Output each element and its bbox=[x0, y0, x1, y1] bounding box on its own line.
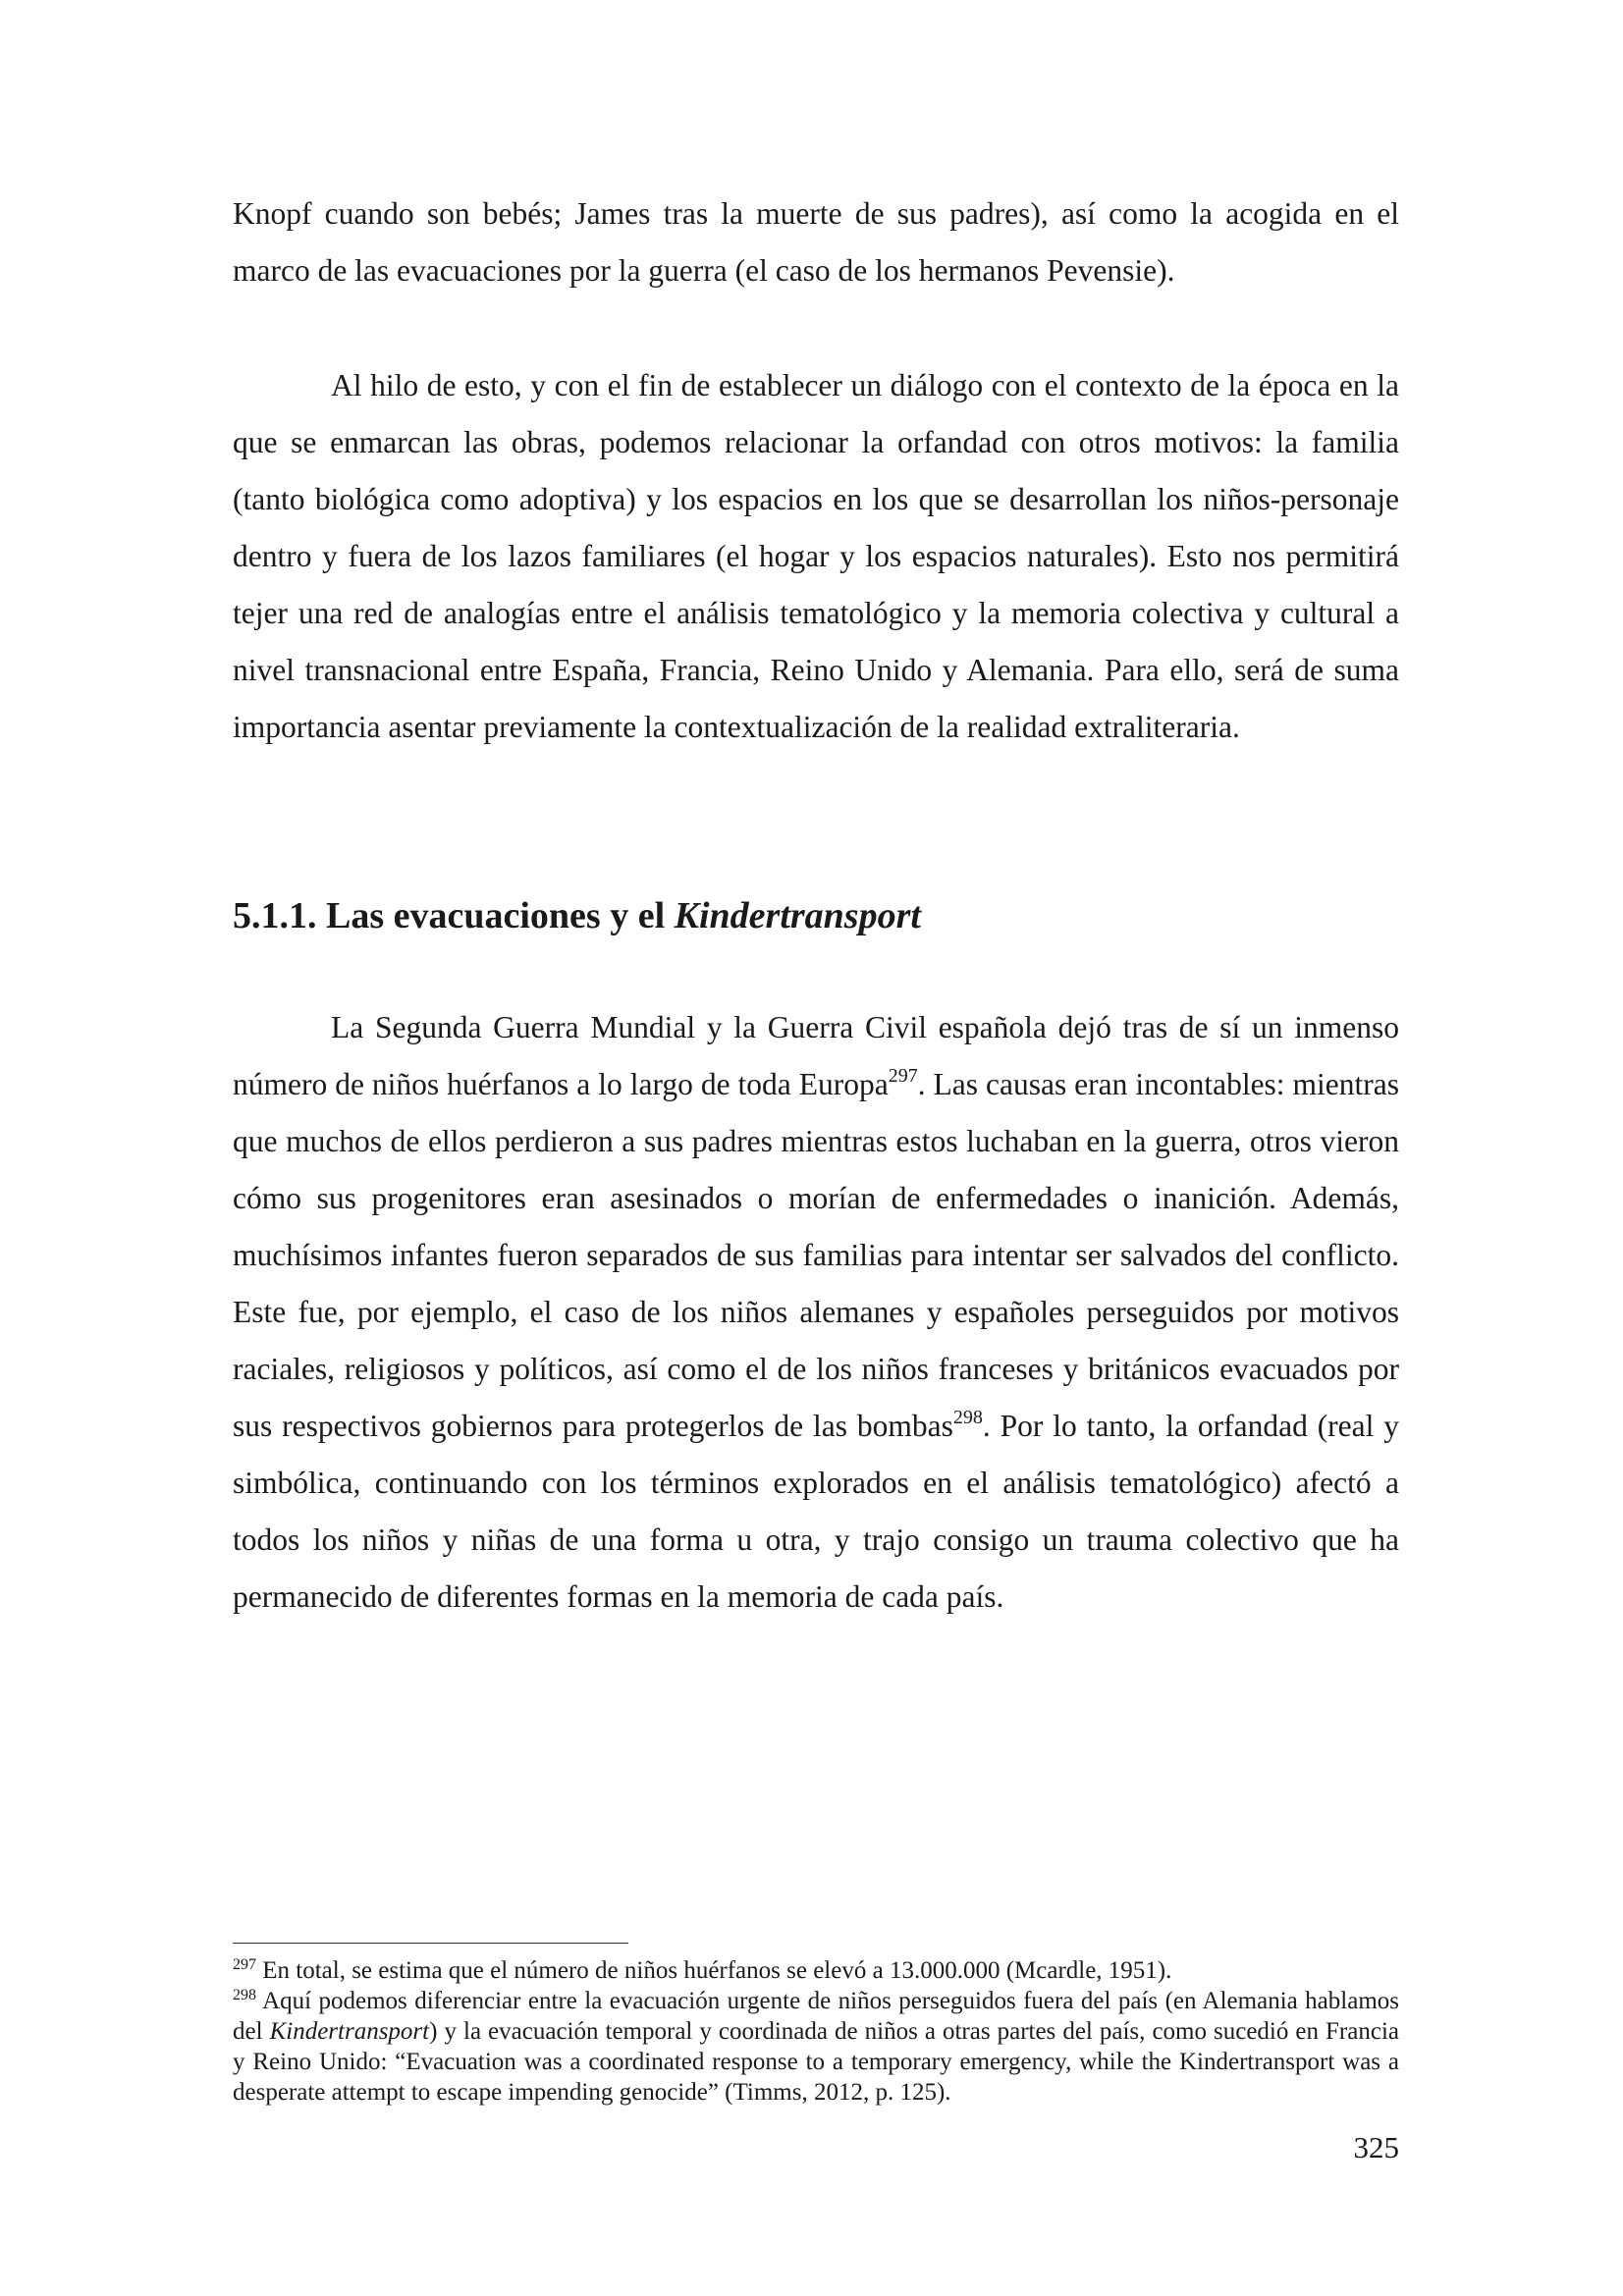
section-heading bbox=[233, 891, 921, 940]
body-paragraph: Knopf cuando son bebés; James tras la muerte de sus padres), así como la acogida en el marco de las evacuaciones por la guerra (el caso de los hermanos Pevensie). bbox=[233, 196, 1399, 288]
body-paragraph bbox=[233, 999, 1399, 1626]
page-number: 325 bbox=[1353, 2130, 1399, 2164]
footnote-number: 297 bbox=[233, 1956, 256, 1973]
section-title-italic: Kindertransport bbox=[674, 895, 921, 936]
section-title: Las evacuaciones y el bbox=[326, 895, 666, 936]
paragraph-text: La Segunda Guerra Mundial y la Guerra Civil española dejó tras de sí un inmenso número de niños huérfanos a lo largo de toda Europa bbox=[233, 1010, 1399, 1101]
footnote-reference[interactable]: 298 bbox=[952, 1407, 983, 1428]
footnote-number: 298 bbox=[233, 1987, 256, 2003]
paragraph-text: . Por lo tanto, la orfandad (real y simbólica, continuando con los términos explorados en el análisis tematológico) afectó a todos los niños y niñas de una forma u otra, y trajo consigo un trauma colectivo que ha permanecido de diferentes formas en la memoria de cada país. bbox=[233, 1409, 1399, 1614]
paragraph-text: . Las causas eran incontables: mientras que muchos de ellos perdieron a sus padres mientras estos luchaban en la guerra, otros vieron cómo sus progenitores eran asesinados o morían de enfermedades o inanición. Además, muchísimos infantes fueron separados de sus familias para intentar ser salvados del conflicto. Este fue, por ejemplo, el caso de los niños alemanes y españoles perseguidos por motivos raciales, religiosos y políticos, así como el de los niños franceses y británicos evacuados por sus respectivos gobiernos para protegerlos de las bombas bbox=[233, 1067, 1399, 1443]
footnote-italic-text: Kindertransport bbox=[269, 2018, 430, 2045]
footnote-text: ) y la evacuación temporal y coordinada de niños a otras partes del país, como sucedió en Francia y Reino Unido: “Evacuation was a coordinated response to a temporary emergency, while the Kindertransport was a desperate attempt to escape impending genocide” (Timms, 2012, p. 125). bbox=[233, 2018, 1399, 2106]
footnote-text: Aquí podemos diferenciar entre la evacuación urgente de niños perseguidos fuera del país (en Alemania hablamos del bbox=[233, 1988, 1399, 2045]
footnotes bbox=[233, 1955, 1399, 2108]
body-paragraph: Al hilo de esto, y con el fin de establecer un diálogo con el contexto de la época en la que se enmarcan las obras, podemos relacionar la orfandad con otros motivos: la familia (tanto biológica como adoptiva) y los espacios en los que se desarrollan los niños-personaje dentro y fuera de los lazos familiares (el hogar y los espacios naturales). Esto nos permitirá tejer una red de analogías entre el análisis tematológico y la memoria colectiva y cultural a nivel transnacional entre España, Francia, Reino Unido y Alemania. Para ello, será de suma importancia asentar previamente la contextualización de la realidad extraliteraria. bbox=[233, 368, 1399, 744]
footnote bbox=[233, 1955, 1399, 1986]
footnote bbox=[233, 1986, 1399, 2108]
footnote-separator bbox=[233, 1943, 628, 1944]
footnote-reference[interactable]: 297 bbox=[888, 1065, 918, 1087]
footnote-text: En total, se estima que el número de niños huérfanos se elevó a 13.000.000 (Mcardle, 1951). bbox=[262, 1957, 1172, 1984]
section-number: 5.1.1. bbox=[233, 895, 317, 936]
